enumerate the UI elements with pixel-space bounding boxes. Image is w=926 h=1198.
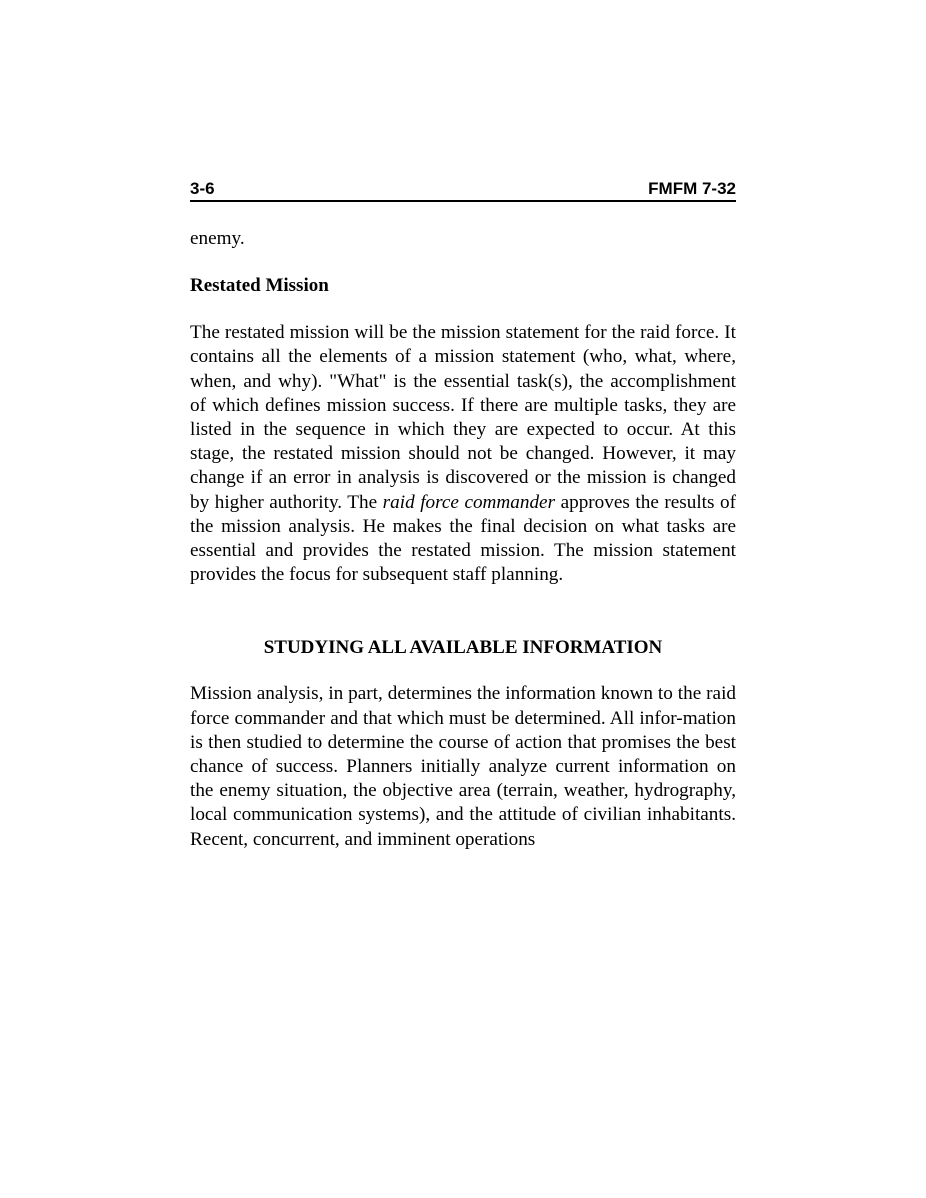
- continuation-text: enemy.: [190, 228, 245, 249]
- emphasized-term: raid force commander: [382, 491, 556, 513]
- paragraph-text-part: The restated mission will be the mission statement for the raid force. It contains all the elements of a mission statement (who, what, where, when, and why). "What" is the essential task(s), the accomplishment of which defines mission success. If there are multiple tasks, they are listed in the sequence in which they are expected to occur. At this stage, the restated mission should not be changed. However, it may change if an error in analysis is discovered or the mission is changed by higher authority. The: [190, 322, 736, 513]
- section-heading: STUDYING ALL AVAILABLE INFORMATION: [263, 637, 663, 659]
- document-page: [190, 178, 736, 852]
- studying-information-paragraph: Mission analysis, in part, determines the information known to the raid force commander and that which must be determined. All infor-mation is then studied to determine the course of action that promises the best chance of success. Planners initially analyze current information on the enemy situation, the objective area (terrain, weather, hydrography, local communication systems), and the attitude of civilian inhabitants. Recent, concurrent, and imminent operations: [190, 683, 736, 850]
- paragraph-text-part: approves the results of the mission analysis. He makes the final decision on what tasks are essential and provides the restated mission. The mission statement provides the focus for subsequent staff planning.: [190, 491, 736, 586]
- restated-mission-paragraph: [190, 321, 736, 587]
- running-header: [190, 178, 736, 202]
- page-number: 3-6: [190, 179, 215, 198]
- restated-mission-heading: Restated Mission: [190, 275, 329, 297]
- publication-id: FMFM 7-32: [648, 179, 736, 198]
